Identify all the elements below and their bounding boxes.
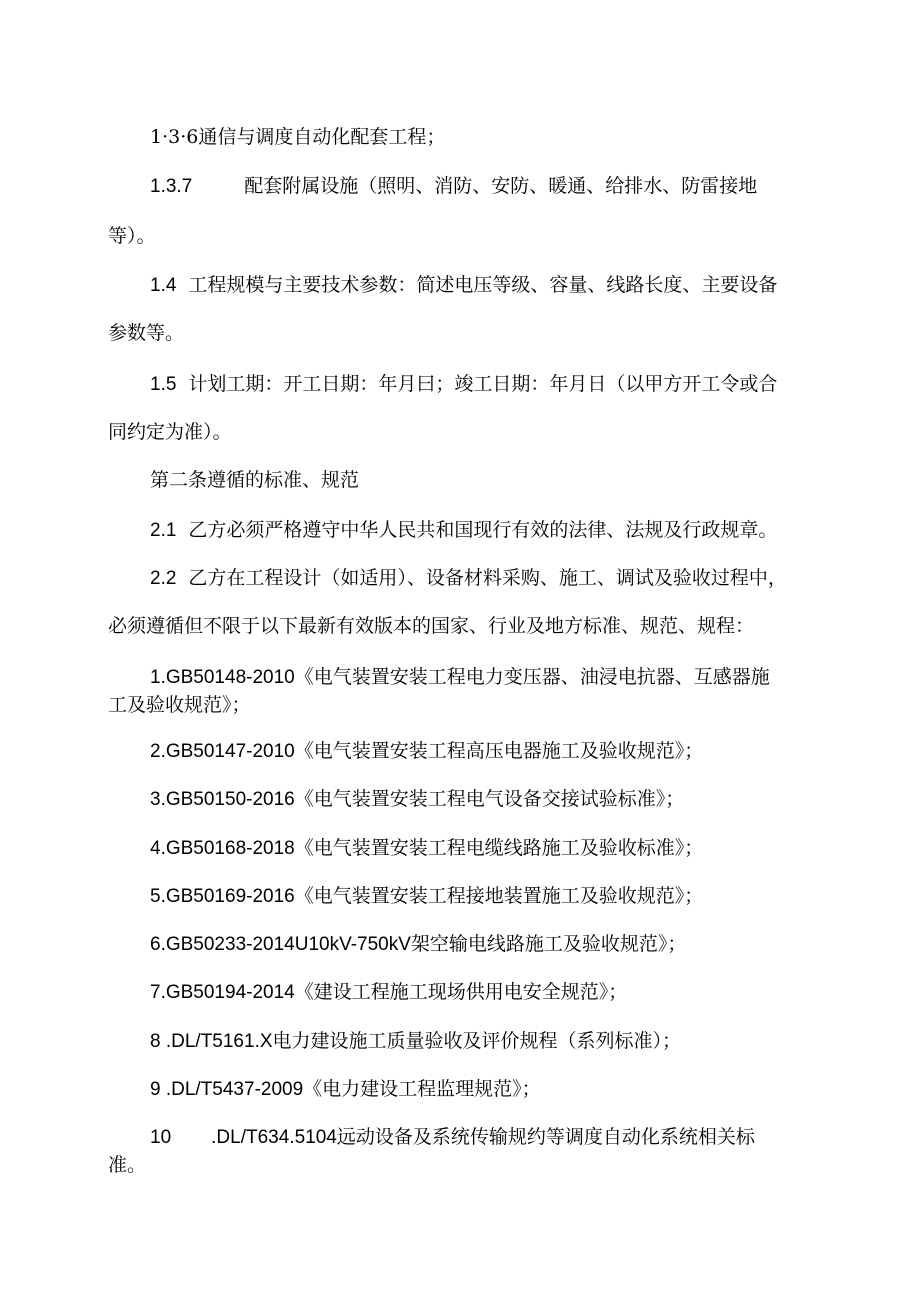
clause-2-2 <box>150 566 787 591</box>
standard-title: 《建设工程施工现场供用电安全规范》； <box>294 981 628 1003</box>
standard-item-4 <box>150 836 703 861</box>
clause-1-4 <box>150 273 777 298</box>
standard-code: 5.GB50169-2016 <box>150 886 295 907</box>
clause-number: 1.4 <box>150 275 177 296</box>
clause-number: 2.1 <box>150 520 177 541</box>
standard-code: .DL/T634.5104 <box>211 1127 337 1148</box>
standard-item-1-continued <box>108 693 251 717</box>
standard-title: 工及验收规范》； <box>108 694 251 716</box>
clause-text: 同约定为准）。 <box>108 421 232 443</box>
standard-title: 《电气装置安装工程电力变压器、油浸电抗器、互感器施 <box>294 666 770 688</box>
standard-code: 4.GB50168-2018 <box>150 838 295 859</box>
clause-text: 乙方必须严格遵守中华人民共和国现行有效的法律、法规及行政规章。 <box>188 519 778 541</box>
standard-title: 架空输电线路施工及验收规范》； <box>410 933 687 955</box>
standard-code: 7.GB50194-2014 <box>150 982 295 1003</box>
standard-title: 电力建设施工质量验收及评价规程（系列标准）； <box>272 1030 682 1052</box>
clause-text: 配套附属设施（照明、消防、安防、暖通、给排水、防雷接地 <box>244 175 758 197</box>
clause-text: 工程规模与主要技术参数：简述电压等级、容量、线路长度、主要设备 <box>188 274 778 296</box>
clause-text: 1·3·6通信与调度自动化配套工程； <box>150 126 446 148</box>
standard-number: 10 <box>150 1127 172 1148</box>
standard-item-2 <box>150 739 703 764</box>
clause-text: 必须遵循但不限于以下最新有效版本的国家、行业及地方标准、规范、规程： <box>108 615 755 637</box>
clause-text: 等）。 <box>108 225 156 247</box>
clause-1-5 <box>150 372 777 397</box>
standard-code: 1.GB50148-2010 <box>150 667 295 688</box>
clause-text: 计划工期：开工日期：年月曰；竣工日期：年月日（以甲方开工令或合 <box>188 373 778 395</box>
standard-item-9 <box>150 1077 541 1102</box>
clause-number: 1.3.7 <box>150 176 193 197</box>
standard-code: 2.GB50147-2010 <box>150 741 295 762</box>
standard-item-7 <box>150 980 627 1005</box>
standard-item-5 <box>150 884 703 909</box>
standard-item-6 <box>150 932 686 957</box>
clause-1-4-continued <box>108 321 184 345</box>
standard-item-8 <box>150 1029 681 1054</box>
section-heading: 第二条遵循的标准、规范 <box>150 469 360 491</box>
standard-item-10 <box>150 1125 755 1150</box>
clause-number: 1.5 <box>150 374 177 395</box>
standard-title: 《电气装置安装工程接地装置施工及验收规范》； <box>294 885 704 907</box>
standard-title: 《电气装置安装工程高压电器施工及验收规范》； <box>294 740 704 762</box>
clause-text: 参数等。 <box>108 322 185 344</box>
clause-2-2-continued <box>108 614 754 638</box>
clause-2-1 <box>150 518 777 543</box>
standard-item-1 <box>150 665 770 690</box>
standard-item-10-continued <box>108 1153 146 1177</box>
standard-title: 远动设备及系统传输规约等调度自动化系统相关标 <box>336 1126 755 1148</box>
clause-1-3-6 <box>150 125 445 149</box>
standard-code: 6.GB50233-2014U10kV-750kV <box>150 934 411 955</box>
section-heading-article-2 <box>150 468 359 492</box>
standard-item-3 <box>150 787 684 812</box>
standard-code: 9 .DL/T5437-2009 <box>150 1079 304 1100</box>
standard-title: 《电气装置安装工程电气设备交接试验标准》； <box>294 788 685 810</box>
clause-text: 乙方在工程设计（如适用）、设备材料采购、施工、调试及验收过程中， <box>188 567 787 589</box>
standard-title: 《电气装置安装工程电缆线路施工及验收标准》； <box>294 837 704 859</box>
clause-1-3-7-continued <box>108 224 156 248</box>
standard-title: 《电力建设工程监理规范》； <box>303 1078 541 1100</box>
standard-title: 准。 <box>108 1154 147 1176</box>
standard-code: 8 .DL/T5161.X <box>150 1031 273 1052</box>
clause-number: 2.2 <box>150 568 177 589</box>
clause-1-3-7 <box>150 174 757 199</box>
standard-code: 3.GB50150-2016 <box>150 789 295 810</box>
clause-1-5-continued <box>108 420 232 444</box>
